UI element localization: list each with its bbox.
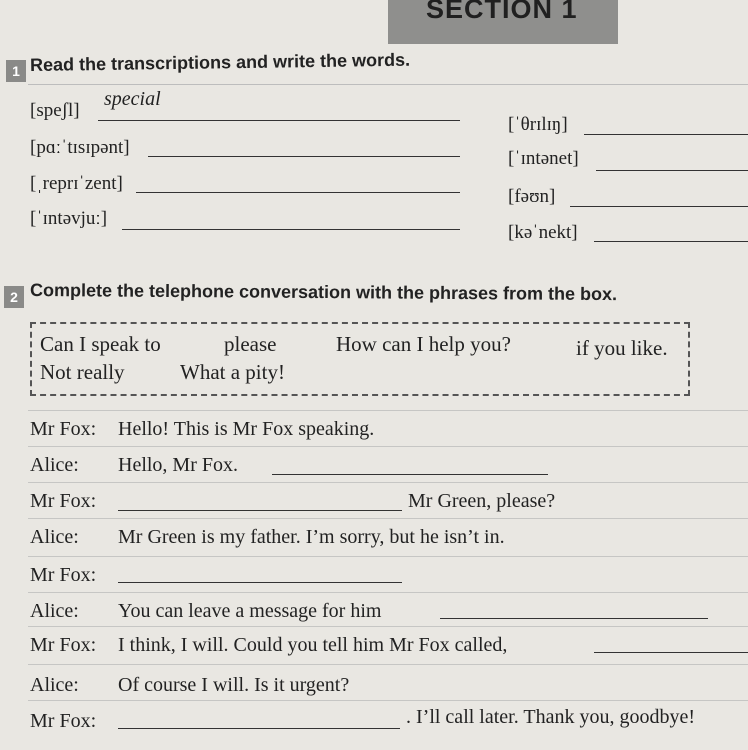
row-divider	[28, 446, 748, 447]
answer-line[interactable]	[594, 652, 748, 653]
speaker: Mr Fox:	[30, 634, 97, 656]
transcription: [ˈɪntəvjuː]	[30, 208, 108, 229]
exercise-1-instruction: Read the transcriptions and write the words.	[29, 49, 411, 75]
transcription: [ˈɪntənet]	[508, 148, 579, 169]
utterance: Of course I will. Is it urgent?	[118, 674, 350, 696]
row-divider	[28, 664, 748, 665]
section-title: SECTION 1	[426, 0, 578, 24]
utterance: Hello, Mr Fox.	[118, 454, 238, 476]
row-divider	[28, 518, 748, 519]
answer-line[interactable]	[136, 192, 460, 193]
answer-line[interactable]	[596, 170, 748, 171]
row-divider	[28, 556, 748, 557]
answer-line[interactable]	[440, 618, 708, 619]
utterance: . I’ll call later. Thank you, goodbye!	[406, 706, 695, 728]
utterance: Mr Green, please?	[408, 490, 556, 512]
divider	[28, 84, 748, 85]
row-divider	[28, 592, 748, 593]
answer-line[interactable]	[118, 728, 400, 729]
transcription: [speʃl]	[30, 100, 80, 121]
phrase: please	[224, 332, 277, 356]
answer-line[interactable]	[98, 120, 460, 121]
phrase: What a pity!	[180, 360, 285, 384]
handwritten-answer: special	[104, 88, 161, 110]
answer-line[interactable]	[118, 510, 402, 511]
answer-line[interactable]	[118, 582, 402, 583]
exercise-2-instruction: Complete the telephone conversation with the phrases from the box.	[29, 280, 618, 305]
speaker: Alice:	[30, 454, 79, 476]
phrase: How can I help you?	[336, 332, 511, 356]
phrase: Not really	[40, 360, 125, 384]
answer-line[interactable]	[272, 474, 548, 475]
speaker: Alice:	[30, 674, 79, 696]
utterance: Hello! This is Mr Fox speaking.	[118, 418, 375, 440]
row-divider	[28, 482, 748, 483]
phrase: Can I speak to	[40, 332, 161, 356]
transcription: [ˌreprɪˈzent]	[30, 173, 123, 194]
transcription: [ˈθrɪlɪŋ]	[508, 114, 568, 135]
speaker: Mr Fox:	[30, 490, 97, 512]
row-divider	[28, 626, 748, 627]
speaker: Alice:	[30, 526, 79, 548]
answer-line[interactable]	[570, 206, 748, 207]
utterance: Mr Green is my father. I’m sorry, but he isn’t in.	[118, 526, 505, 548]
answer-line[interactable]	[148, 156, 460, 157]
exercise-1-number: 1	[6, 60, 26, 82]
utterance: You can leave a message for him	[118, 600, 382, 622]
phrase: if you like.	[576, 336, 668, 360]
speaker: Mr Fox:	[30, 418, 97, 440]
answer-line[interactable]	[584, 134, 748, 135]
transcription: [pɑːˈtɪsɪpənt]	[30, 137, 130, 158]
exercise-2-number: 2	[4, 286, 24, 308]
speaker: Mr Fox:	[30, 564, 97, 586]
answer-line[interactable]	[594, 241, 748, 242]
speaker: Mr Fox:	[30, 710, 97, 732]
row-divider	[28, 700, 748, 701]
answer-line[interactable]	[122, 229, 460, 230]
speaker: Alice:	[30, 600, 79, 622]
row-divider	[28, 410, 748, 411]
utterance: I think, I will. Could you tell him Mr Fox called,	[118, 634, 508, 656]
transcription: [fəʊn]	[508, 186, 556, 207]
transcription: [kəˈnekt]	[508, 222, 578, 243]
